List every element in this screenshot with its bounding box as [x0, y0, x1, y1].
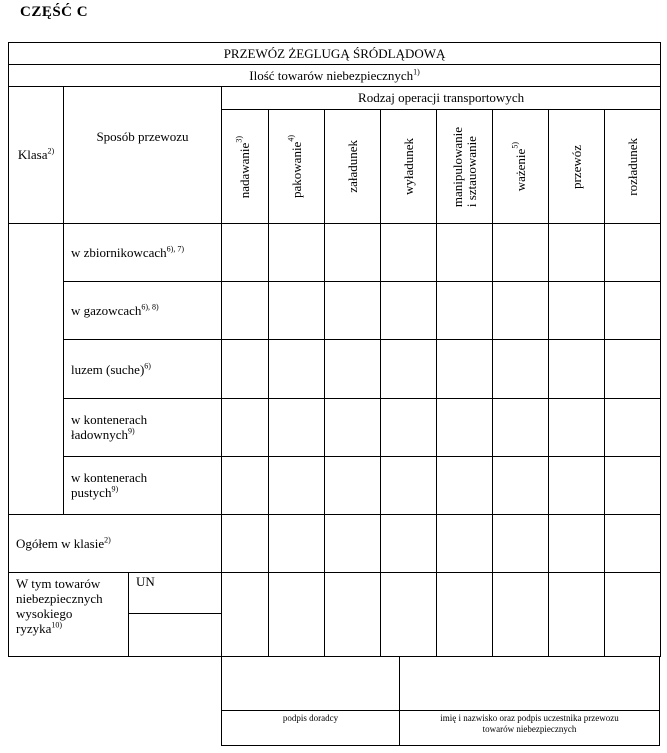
table-title: PRZEWÓZ ŻEGLUGĄ ŚRÓDLĄDOWĄ [9, 43, 661, 65]
input-cell[interactable] [222, 282, 269, 340]
op-header-nadawanie: nadawanie$^{3)}$ [222, 110, 269, 224]
input-cell[interactable] [493, 514, 549, 572]
participant-signature-box[interactable] [399, 656, 660, 711]
input-cell[interactable] [381, 398, 437, 456]
input-cell[interactable] [605, 456, 661, 514]
input-cell[interactable] [381, 224, 437, 282]
method-header: Sposób przewozu [64, 87, 222, 224]
input-cell[interactable] [493, 340, 549, 398]
high-risk-label: W tym towarów niebezpiecznych wysokiego ryzyka$^{10)}$ [9, 572, 129, 656]
input-cell[interactable] [549, 456, 605, 514]
input-cell[interactable] [269, 282, 325, 340]
input-cell[interactable] [605, 514, 661, 572]
input-cell[interactable] [549, 224, 605, 282]
input-cell[interactable] [381, 456, 437, 514]
input-cell[interactable] [437, 398, 493, 456]
input-cell[interactable] [222, 398, 269, 456]
input-cell[interactable] [549, 514, 605, 572]
input-cell[interactable] [325, 282, 381, 340]
method-zbiornikowce: w zbiornikowcach$^{6), 7)}$ [64, 224, 222, 282]
input-cell[interactable] [325, 514, 381, 572]
un-number-input[interactable] [129, 613, 222, 656]
input-cell[interactable] [605, 340, 661, 398]
part-title: CZĘŚĆ C [20, 4, 89, 20]
class-header: Klasa$^{2)}$ [9, 87, 64, 224]
input-cell[interactable] [381, 282, 437, 340]
input-cell[interactable] [549, 398, 605, 456]
op-header-wazenie: ważenie$^{5)}$ [493, 110, 549, 224]
input-cell[interactable] [222, 514, 269, 572]
input-cell[interactable] [269, 456, 325, 514]
input-cell[interactable] [269, 572, 325, 656]
op-header-przewoz: przewóz [549, 110, 605, 224]
input-cell[interactable] [493, 282, 549, 340]
input-cell[interactable] [325, 340, 381, 398]
input-cell[interactable] [269, 340, 325, 398]
input-cell[interactable] [493, 224, 549, 282]
class-input-cell[interactable] [9, 224, 64, 514]
input-cell[interactable] [549, 340, 605, 398]
method-kontenery-ladowne: w kontenerach ładownych$^{9)}$ [64, 398, 222, 456]
op-header-manipulowanie: manipulowanie i sztauowanie [437, 110, 493, 224]
input-cell[interactable] [437, 456, 493, 514]
input-cell[interactable] [493, 572, 549, 656]
input-cell[interactable] [222, 456, 269, 514]
input-cell[interactable] [605, 282, 661, 340]
un-number-cell[interactable] [129, 572, 222, 613]
input-cell[interactable] [605, 572, 661, 656]
input-cell[interactable] [605, 398, 661, 456]
input-cell[interactable] [437, 224, 493, 282]
op-header-pakowanie: pakowanie$^{4)}$ [269, 110, 325, 224]
method-luzem: luzem (suche)$^{6)}$ [64, 340, 222, 398]
input-cell[interactable] [269, 398, 325, 456]
total-in-class-label: Ogółem w klasie$^{2)}$ [9, 514, 222, 572]
op-header-rozladunek: rozładunek [605, 110, 661, 224]
input-cell[interactable] [437, 340, 493, 398]
operations-header: Rodzaj operacji transportowych [222, 87, 661, 110]
input-cell[interactable] [222, 224, 269, 282]
un-label: UN [136, 573, 155, 589]
input-cell[interactable] [381, 514, 437, 572]
advisor-signature-caption: podpis doradcy [282, 713, 339, 723]
input-cell[interactable] [381, 572, 437, 656]
input-cell[interactable] [605, 224, 661, 282]
advisor-signature-box[interactable] [221, 656, 400, 711]
input-cell[interactable] [549, 572, 605, 656]
input-cell[interactable] [493, 398, 549, 456]
participant-signature-caption: imię i nazwisko oraz podpis uczestnika przewozu towarów niebezpiecznych [440, 713, 619, 734]
input-cell[interactable] [381, 340, 437, 398]
input-cell[interactable] [493, 456, 549, 514]
input-cell[interactable] [325, 398, 381, 456]
input-cell[interactable] [222, 572, 269, 656]
op-header-zaladunek: załadunek [325, 110, 381, 224]
input-cell[interactable] [325, 224, 381, 282]
method-gazowce: w gazowcach$^{6), 8)}$ [64, 282, 222, 340]
input-cell[interactable] [437, 514, 493, 572]
input-cell[interactable] [269, 514, 325, 572]
table-subtitle: Ilość towarów niebezpiecznych$^{1)}$ [9, 65, 661, 87]
input-cell[interactable] [437, 572, 493, 656]
input-cell[interactable] [437, 282, 493, 340]
op-header-wyladunek: wyładunek [381, 110, 437, 224]
input-cell[interactable] [269, 224, 325, 282]
method-kontenery-puste: w kontenerach pustych$^{9)}$ [64, 456, 222, 514]
input-cell[interactable] [325, 572, 381, 656]
input-cell[interactable] [325, 456, 381, 514]
input-cell[interactable] [222, 340, 269, 398]
transport-table [8, 42, 661, 657]
input-cell[interactable] [549, 282, 605, 340]
